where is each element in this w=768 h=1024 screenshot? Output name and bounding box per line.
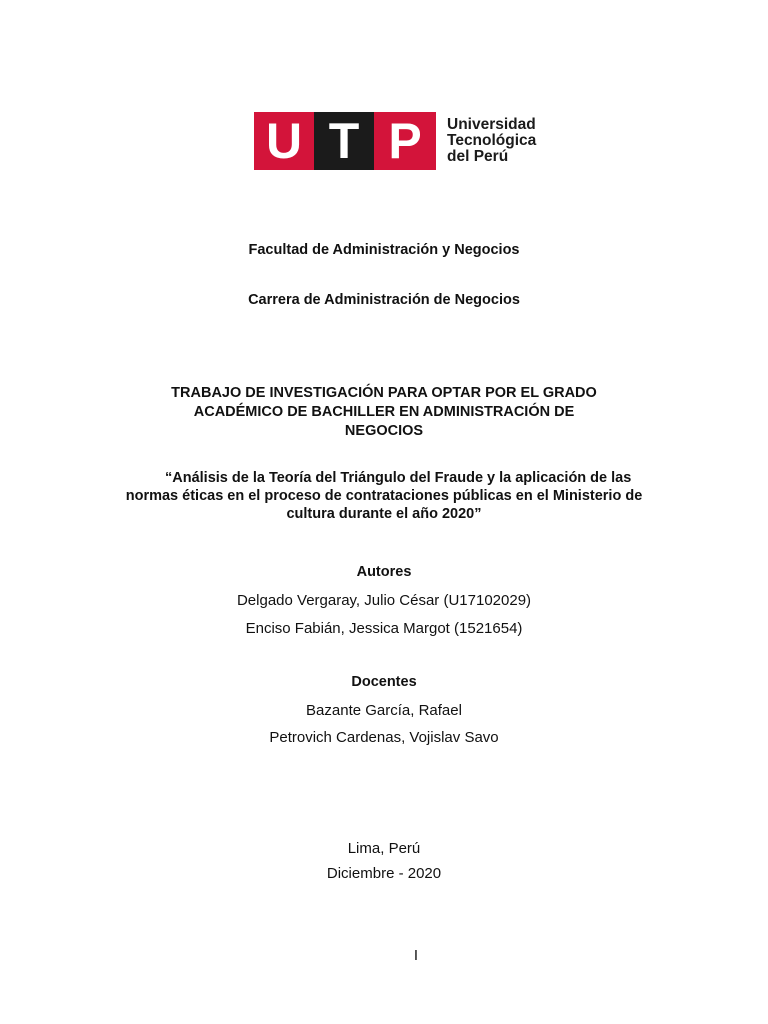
teachers-heading: Docentes [351, 674, 417, 690]
logo-letter-t: T [314, 112, 374, 170]
logo-letter-p: P [374, 112, 436, 170]
university-name-line: Tecnológica [447, 132, 537, 149]
place: Lima, Perú [347, 840, 421, 857]
page-number: I [413, 947, 419, 964]
logo-letter-u: U [254, 112, 314, 170]
date: Diciembre - 2020 [326, 865, 442, 882]
university-name-line: Universidad [447, 116, 536, 133]
author-name: Delgado Vergaray, Julio César (U17102029) [236, 592, 532, 609]
university-name-line: del Perú [447, 148, 509, 165]
career-name: Carrera de Administración de Negocios [248, 292, 520, 308]
authors-heading: Autores [356, 564, 412, 580]
teacher-name: Bazante García, Rafael [306, 702, 462, 719]
author-name: Enciso Fabián, Jessica Margot (1521654) [245, 620, 523, 637]
degree-title-line: ACADÉMICO DE BACHILLER EN ADMINISTRACIÓN DE [193, 404, 575, 420]
utp-logo [254, 112, 436, 170]
faculty-name: Facultad de Administración y Negocios [248, 242, 520, 258]
teacher-name: Petrovich Cardenas, Vojislav Savo [269, 729, 499, 746]
degree-title-line: TRABAJO DE INVESTIGACIÓN PARA OPTAR POR EL GRADO [171, 385, 597, 401]
degree-title-line: NEGOCIOS [344, 423, 424, 439]
thesis-title-line: “Análisis de la Teoría del Triángulo del Fraude y la aplicación de las [165, 470, 632, 486]
thesis-title-line: normas éticas en el proceso de contrataciones públicas en el Ministerio de [125, 488, 643, 504]
thesis-title-line: cultura durante el año 2020” [286, 506, 482, 522]
university-name [447, 117, 536, 165]
